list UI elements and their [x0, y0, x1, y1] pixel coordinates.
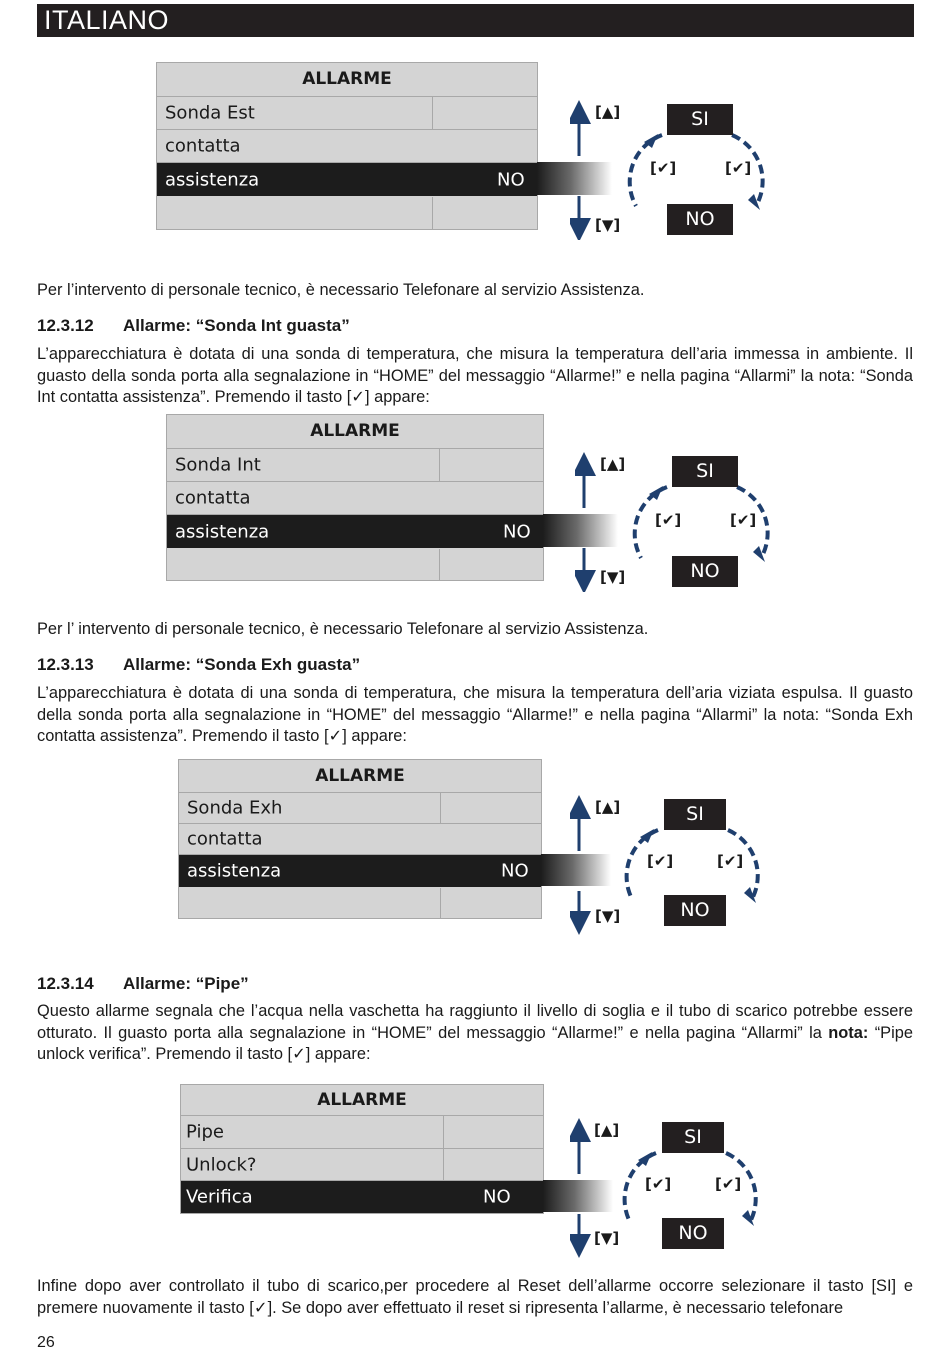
section-number: 12.3.14 [37, 974, 94, 993]
paragraph: Per l’intervento di personale tecnico, è necessario Telefonare al servizio Assistenza. [37, 281, 645, 299]
display-row [167, 549, 543, 580]
section-number: 12.3.13 [37, 655, 94, 674]
display-row-label: Sonda Est [165, 102, 255, 124]
display-value: NO [483, 1186, 511, 1208]
navigation-diagram [575, 452, 785, 592]
display-row [157, 130, 537, 163]
display-title: ALLARME [157, 63, 537, 97]
language-header [37, 4, 914, 37]
ok-key-label: [✔] [730, 511, 757, 529]
display-row-label: contatta [175, 487, 251, 509]
section-heading [37, 974, 249, 994]
no-button: NO [662, 1218, 724, 1249]
navigation-diagram [570, 795, 780, 935]
display-row [167, 482, 543, 515]
up-key-label: [▲] [594, 1121, 620, 1139]
alarm-display-pipe [180, 1084, 544, 1214]
language-title: ITALIANO [44, 5, 170, 35]
section-title: Allarme: “Sonda Int guasta” [123, 316, 350, 335]
divider [432, 97, 433, 129]
display-value: NO [503, 521, 531, 542]
divider [439, 449, 440, 481]
paragraph [37, 1001, 913, 1066]
paragraph-text: Questo allarme segnala che l’acqua nella vaschetta ha raggiunto il livello di soglia e il tubo di scarico potrebbe essere otturato. Il guasto porta alla segnalazione in “HOME” del messaggio “Allarme!” e nella pagina “Allarmi” la [37, 1002, 913, 1042]
si-button: SI [662, 1122, 724, 1153]
ok-key-label: [✔] [647, 852, 674, 870]
display-row-selected [181, 1181, 543, 1213]
paragraph: Per l’ intervento di personale tecnico, è necessario Telefonare al servizio Assistenza. [37, 620, 649, 638]
no-button: NO [667, 204, 733, 235]
down-key-label: [▼] [594, 1229, 620, 1247]
no-button: NO [664, 895, 726, 926]
navigation-diagram [570, 1118, 780, 1258]
display-row [167, 449, 543, 482]
section-number: 12.3.12 [37, 316, 94, 335]
si-button: SI [667, 104, 733, 135]
paragraph: L’apparecchiatura è dotata di una sonda di temperatura, che misura la temperatura dell’aria viziata espulsa. Il guasto della sonda porta alla segnalazione in “HOME” del messaggio “Allarme!” e nella pagina “Allarmi” la nota: “Sonda Exh contatta assistenza”. Premendo il tasto [✓] appare: [37, 684, 913, 745]
section-heading [37, 655, 360, 675]
display-row-label: Verifica [186, 1186, 253, 1208]
paragraph: Infine dopo aver controllato il tubo di scarico,per procedere al Reset dell’allarme occorre selezionare il tasto [SI] e premere nuovamente il tasto [✓]. Se dopo aver effettuato il reset si ripresenta l’allarme, è necessario telefonare [37, 1277, 913, 1317]
navigation-diagram [570, 100, 780, 240]
down-key-label: [▼] [595, 907, 621, 925]
display-row [181, 1116, 543, 1149]
alarm-display-sonda-int [166, 414, 544, 581]
display-row-label: contatta [187, 828, 263, 850]
no-button: NO [672, 556, 738, 587]
display-title: ALLARME [181, 1085, 543, 1116]
alarm-display-sonda-est [156, 62, 538, 230]
up-key-label: [▲] [595, 103, 621, 121]
display-row [157, 97, 537, 130]
section-title: Allarme: “Sonda Exh guasta” [123, 655, 361, 674]
divider [440, 793, 441, 823]
display-row [179, 824, 541, 855]
down-key-label: [▼] [595, 216, 621, 234]
display-row-label: Pipe [186, 1121, 224, 1143]
section-title: Allarme: “Pipe” [123, 974, 249, 993]
display-row-label: assistenza [187, 860, 282, 882]
si-button: SI [672, 456, 738, 487]
display-row [157, 197, 537, 229]
ok-key-label: [✔] [715, 1175, 742, 1193]
display-row-label: Unlock? [186, 1154, 257, 1175]
paragraph-text: “Pipe unlock verifica”. Premendo il tasto [✓] appare: [37, 1023, 913, 1063]
ok-key-label: [✔] [725, 159, 752, 177]
display-title: ALLARME [179, 760, 541, 793]
ok-key-label: [✔] [717, 852, 744, 870]
alarm-display-sonda-exh [178, 759, 542, 919]
display-value: NO [497, 169, 525, 190]
display-row-label: assistenza [175, 521, 270, 542]
display-row [181, 1149, 543, 1181]
ok-key-label: [✔] [650, 159, 677, 177]
paragraph: L’apparecchiatura è dotata di una sonda di temperatura, che misura la temperatura dell’aria immessa in ambiente. Il guasto della sonda porta alla segnalazione in “HOME” del messaggio “Allarme!” e nella pagina “Allarmi” la nota: “Sonda Int contatta assistenza”. Premendo il tasto [✓] appare: [37, 345, 913, 406]
ok-key-label: [✔] [655, 511, 682, 529]
up-key-label: [▲] [595, 798, 621, 816]
display-title: ALLARME [167, 415, 543, 449]
display-row [179, 888, 541, 918]
display-row-selected [167, 515, 543, 548]
display-row-label: contatta [165, 135, 241, 157]
display-value: NO [501, 860, 529, 882]
section-heading [37, 316, 350, 336]
page-number: 26 [37, 1334, 55, 1351]
paragraph-bold: nota: [828, 1023, 869, 1042]
si-button: SI [664, 799, 726, 830]
up-key-label: [▲] [600, 455, 626, 473]
down-key-label: [▼] [600, 568, 626, 586]
display-row-label: assistenza [165, 169, 260, 190]
display-row-label: Sonda Exh [187, 797, 283, 819]
display-row-label: Sonda Int [175, 454, 261, 476]
display-row [179, 793, 541, 824]
display-row-selected [157, 163, 537, 196]
display-row-selected [179, 855, 541, 887]
ok-key-label: [✔] [645, 1175, 672, 1193]
